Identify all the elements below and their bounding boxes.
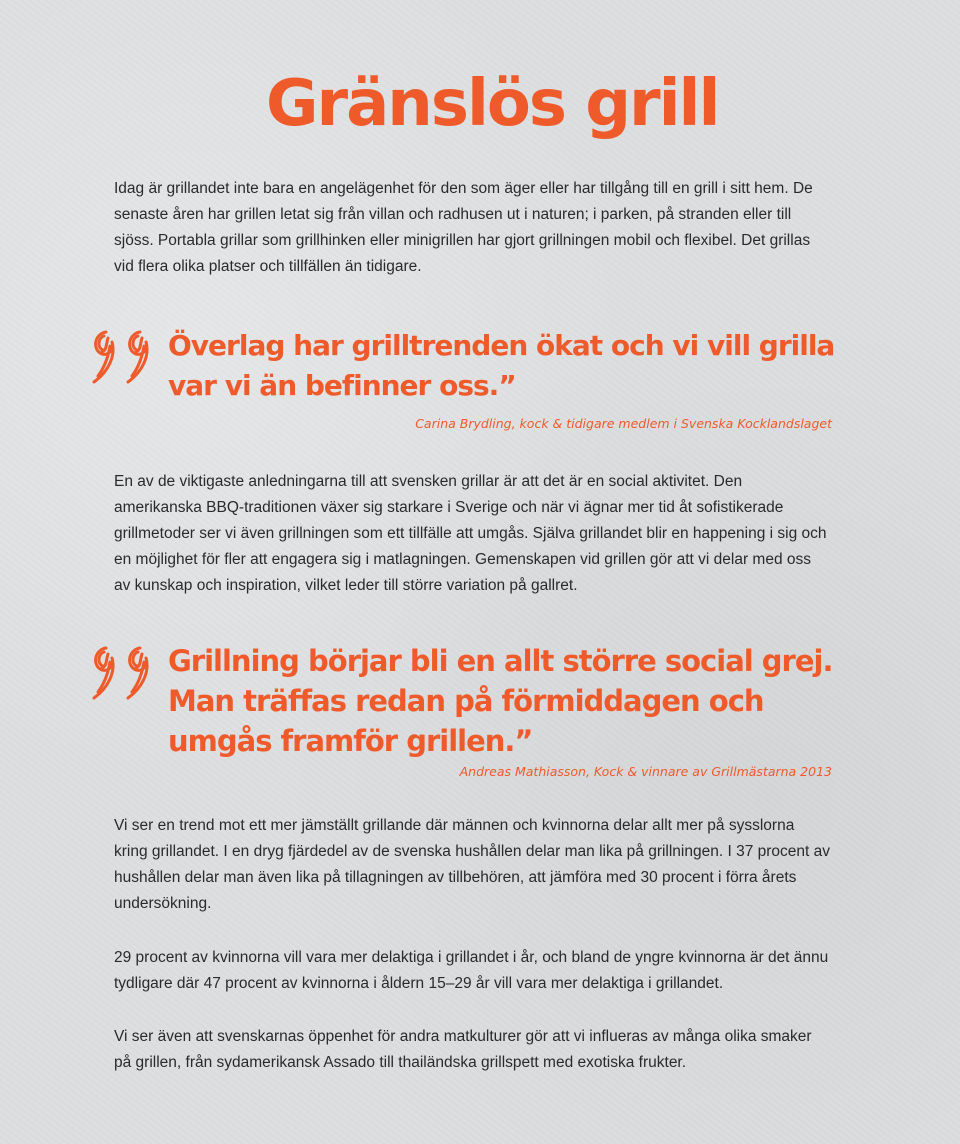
pull-quote: [168, 641, 848, 761]
quote-attribution: Carina Brydling, kock & tidigare medlem i Svenska Kocklandslaget: [415, 416, 832, 431]
cultures-paragraph: Vi ser även att svenskarnas öppenhet för andra matkulturer gör att vi influeras av många olika smaker på grillen, från sydamerikansk Assado till thailändska grillspett med exotiska frukter.: [114, 1028, 812, 1071]
closing-quote-mark: ”: [498, 369, 516, 402]
pull-quote: [168, 326, 848, 406]
equality-paragraph: Vi ser en trend mot ett mer jämställt grillande där männen och kvinnorna delar allt mer på sysslorna kring grillandet. I en dryg fjärdedel av de svenska hushållen delar man lika på grillningen. I 37 procent av hushållen delar man även lika på tillagningen av tillbehören, att jämföra med 30 procent i förra årets undersökning.: [114, 817, 831, 912]
quote-attribution: Andreas Mathiasson, Kock & vinnare av Grillmästarna 2013: [459, 764, 832, 779]
opening-quote-icon: [90, 644, 162, 706]
quote-text: Överlag har grilltrenden ökat och vi vill grilla var vi än befinner oss.: [168, 329, 835, 402]
page-title: Gränslös grill: [266, 67, 719, 141]
closing-quote-mark: ”: [514, 724, 533, 758]
intro-paragraph: Idag är grillandet inte bara en angelägenhet för den som äger eller har tillgång till en grill i sitt hem. De senaste åren har grillen letat sig från villan och radhusen ut i naturen; i parken, på stranden eller till sjöss. Portabla grillar som grillhinken eller minigrillen har gjort grillningen mobil och flexibel. Det grillas vid flera olika platser och tillfällen än tidigare.: [114, 180, 813, 275]
social-paragraph: En av de viktigaste anledningarna till att svensken grillar är att det är en social aktivitet. Den amerikanska BBQ-traditionen växer sig starkare i Sverige och när vi ägnar mer tid åt sofistikerade grillmetoder ser vi även grillningen som ett tillfälle att umgås. Själva grillandet blir en happening i sig och en möjlighet för fler att engagera sig i matlagningen. Gemenskapen vid grillen gör att vi delar med oss av kunskap och inspiration, vilket leder till större variation på gallret.: [114, 473, 827, 594]
quote-text: Grillning börjar bli en allt större social grej. Man träffas redan på förmiddagen och umgås framför grillen.: [168, 644, 833, 758]
women-paragraph: 29 procent av kvinnorna vill vara mer delaktiga i grillandet i år, och bland de yngre kvinnorna är det ännu tydligare där 47 procent av kvinnorna i åldern 15–29 år vill vara mer delaktiga i grillandet.: [114, 949, 829, 992]
opening-quote-icon: [90, 328, 162, 390]
